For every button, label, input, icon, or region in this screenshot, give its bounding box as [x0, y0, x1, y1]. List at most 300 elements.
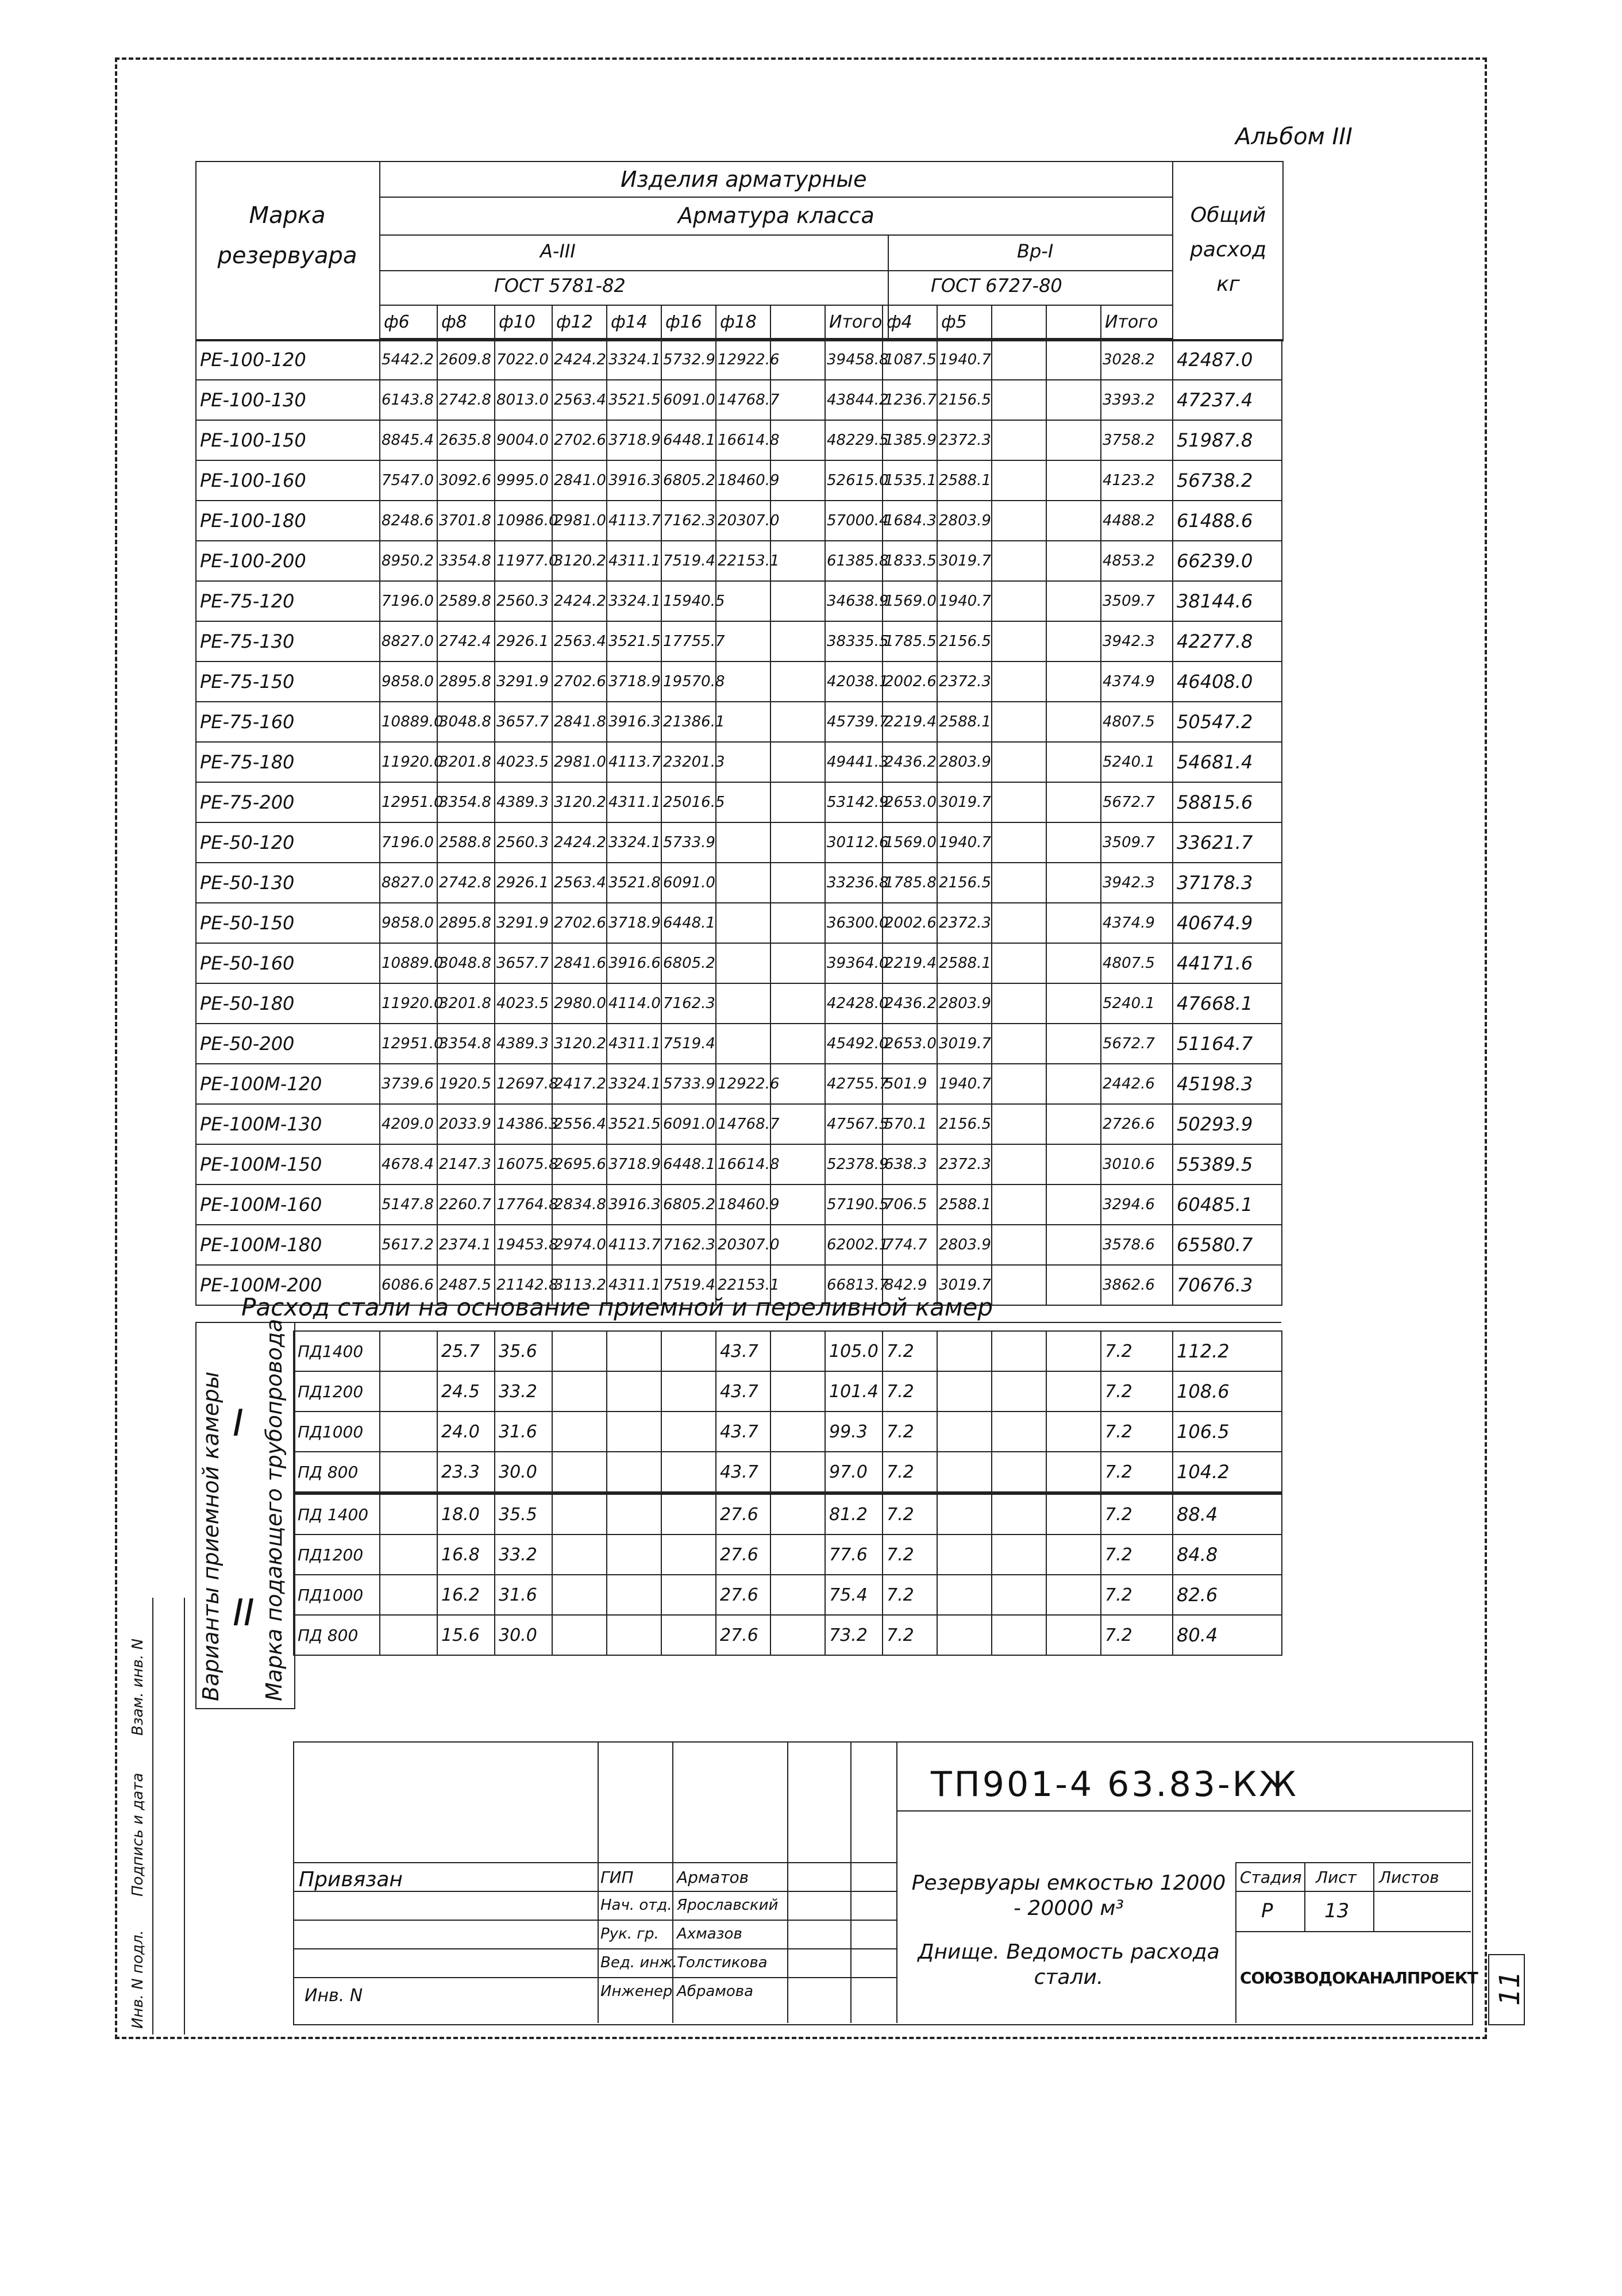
table-row — [196, 782, 1282, 822]
table-cell — [1046, 702, 1101, 742]
table-cell: 38335.5 — [825, 621, 883, 662]
table-cell: 66813.7 — [825, 1265, 883, 1305]
row-pipe-mark: ПД 800 — [294, 1452, 380, 1493]
table-cell: 3509.7 — [1101, 822, 1173, 863]
table-cell: 43.7 — [716, 1371, 770, 1412]
section2-title: Расход стали на основание приемной и переливной камер — [241, 1293, 993, 1321]
table-cell: 1920.5 — [437, 1064, 495, 1104]
name-gip: Арматов — [677, 1868, 749, 1887]
table-cell: 11977.0 — [495, 541, 552, 581]
table-cell — [770, 1412, 825, 1452]
table-cell: 57190.5 — [825, 1184, 883, 1225]
table-cell: 3718.9 — [607, 1144, 661, 1184]
table-cell: 2424.2 — [552, 581, 607, 621]
table-cell — [992, 1265, 1046, 1305]
table-cell: 3048.8 — [437, 943, 495, 983]
table-row — [196, 983, 1282, 1024]
table-cell — [992, 983, 1046, 1024]
table-cell: 2895.8 — [437, 662, 495, 702]
table-cell: 3291.9 — [495, 903, 552, 943]
table-cell: 34638.9 — [825, 581, 883, 621]
table-cell: 97.0 — [825, 1452, 883, 1493]
name-inzh: Абрамова — [677, 1983, 754, 2000]
table-cell: 1833.5 — [883, 541, 937, 581]
table-row — [196, 1064, 1282, 1104]
table-cell — [1046, 903, 1101, 943]
table-cell: 3324.1 — [607, 822, 661, 863]
row-total: 112.2 — [1173, 1331, 1282, 1371]
stamp-col-line — [598, 1741, 599, 2023]
table-cell: 2260.7 — [437, 1184, 495, 1225]
table-cell: 2156.5 — [937, 380, 992, 420]
table-cell: 35.5 — [495, 1493, 552, 1534]
row-pipe-mark: ПД 1400 — [294, 1493, 380, 1534]
table-cell: 3354.8 — [437, 541, 495, 581]
table-cell: 27.6 — [716, 1615, 770, 1655]
table-cell: 2803.9 — [937, 1225, 992, 1265]
table-cell: 2372.3 — [937, 1144, 992, 1184]
table-cell: 3521.5 — [607, 380, 661, 420]
table-cell: 16.2 — [437, 1575, 495, 1615]
table-cell: 2560.3 — [495, 822, 552, 863]
table-cell: 4389.3 — [495, 1024, 552, 1064]
table-cell — [552, 1331, 607, 1371]
row-total: 55389.5 — [1173, 1144, 1282, 1184]
table-cell: 31.6 — [495, 1575, 552, 1615]
table-cell: 2980.0 — [552, 983, 607, 1024]
table-cell — [770, 983, 825, 1024]
table-cell: 1940.7 — [937, 340, 992, 380]
row-total: 46408.0 — [1173, 662, 1282, 702]
table-cell: 4123.2 — [1101, 460, 1173, 501]
privyazan-label: Привязан — [299, 1868, 403, 1891]
row-mark: РЕ-100-160 — [196, 460, 380, 501]
table-cell — [992, 1575, 1046, 1615]
table-cell: 19570.8 — [661, 662, 716, 702]
table-cell: 16614.8 — [716, 420, 770, 460]
stadiya-header: Стадия — [1240, 1868, 1302, 1887]
row-pipe-mark: ПД1400 — [294, 1331, 380, 1371]
table-cell: 2487.5 — [437, 1265, 495, 1305]
stamp-row-line — [293, 1920, 896, 1921]
table-cell: 7.2 — [1101, 1534, 1173, 1575]
row-total: 54681.4 — [1173, 742, 1282, 782]
list-value: 13 — [1324, 1899, 1350, 1922]
row-pipe-mark: ПД1200 — [294, 1534, 380, 1575]
table-cell: 7.2 — [1101, 1493, 1173, 1534]
table-row — [196, 742, 1282, 782]
table-cell — [992, 1412, 1046, 1452]
table-cell — [992, 702, 1046, 742]
table-cell: 6805.2 — [661, 1184, 716, 1225]
table-cell — [716, 983, 770, 1024]
table-cell: 5147.8 — [380, 1184, 437, 1225]
table-cell: 2841.8 — [552, 702, 607, 742]
table-cell: 33236.8 — [825, 863, 883, 903]
table-cell — [1046, 1575, 1101, 1615]
table-row — [196, 380, 1282, 420]
table-cell — [552, 1371, 607, 1412]
table-cell: 3354.8 — [437, 1024, 495, 1064]
table-cell: 22153.1 — [716, 541, 770, 581]
table-cell: 2563.4 — [552, 621, 607, 662]
role-nach: Нач. отд. — [600, 1897, 672, 1914]
row-mark: РЕ-100-180 — [196, 501, 380, 541]
role-inzh: Инженер — [600, 1983, 673, 2000]
table-cell: 30.0 — [495, 1452, 552, 1493]
table-cell — [992, 1024, 1046, 1064]
table-cell: 3048.8 — [437, 702, 495, 742]
marka-label: Марка резервуара — [217, 202, 357, 269]
table-cell: 21386.1 — [661, 702, 716, 742]
table-cell: 7.2 — [883, 1493, 937, 1534]
table-cell: 3758.2 — [1101, 420, 1173, 460]
table-row — [196, 541, 1282, 581]
table-cell: 7547.0 — [380, 460, 437, 501]
table-cell — [770, 943, 825, 983]
stamp-row-line — [293, 1977, 896, 1978]
table-cell — [992, 460, 1046, 501]
table-cell — [1046, 1412, 1101, 1452]
table-cell — [770, 742, 825, 782]
table-cell: 18460.9 — [716, 460, 770, 501]
table-cell: 1940.7 — [937, 1064, 992, 1104]
table-cell: 57000.4 — [825, 501, 883, 541]
table-cell — [1046, 1615, 1101, 1655]
table-cell: 6086.6 — [380, 1265, 437, 1305]
table-cell: 49441.3 — [825, 742, 883, 782]
col-header: ф12 — [552, 305, 607, 339]
table-cell: 1785.8 — [883, 863, 937, 903]
table-cell: 10889.0 — [380, 943, 437, 983]
row-total: 42487.0 — [1173, 340, 1282, 380]
table-cell — [552, 1615, 607, 1655]
row-total: 61488.6 — [1173, 501, 1282, 541]
stamp-info-hline — [1235, 1931, 1471, 1932]
table-cell: 2372.3 — [937, 903, 992, 943]
table-cell — [992, 662, 1046, 702]
table-cell: 43.7 — [716, 1412, 770, 1452]
table-cell: 2372.3 — [937, 420, 992, 460]
col-header: ф6 — [380, 305, 437, 339]
table-cell — [992, 380, 1046, 420]
table-cell — [716, 863, 770, 903]
table-cell: 61385.8 — [825, 541, 883, 581]
table-cell — [1046, 1493, 1101, 1534]
table-cell: 2895.8 — [437, 903, 495, 943]
table-cell: 6143.8 — [380, 380, 437, 420]
table-cell: 33.2 — [495, 1534, 552, 1575]
row-total: 51164.7 — [1173, 1024, 1282, 1064]
row-total: 70676.3 — [1173, 1265, 1282, 1305]
row-total: 37178.3 — [1173, 863, 1282, 903]
table-cell: 2702.6 — [552, 662, 607, 702]
table-cell: 6091.0 — [661, 380, 716, 420]
table-cell — [937, 1615, 992, 1655]
list-header: Лист — [1316, 1868, 1357, 1887]
table-row — [294, 1575, 1282, 1615]
table-cell: 2002.6 — [883, 903, 937, 943]
row-total: 47237.4 — [1173, 380, 1282, 420]
row-mark: РЕ-100М-120 — [196, 1064, 380, 1104]
table-cell: 7022.0 — [495, 340, 552, 380]
stamp-info-line — [1235, 1862, 1236, 2023]
table-cell — [992, 943, 1046, 983]
table-cell — [1046, 460, 1101, 501]
table-cell — [380, 1575, 437, 1615]
table-cell — [661, 1452, 716, 1493]
table-cell — [1046, 1024, 1101, 1064]
table-cell: 2702.6 — [552, 903, 607, 943]
table-cell: 1785.5 — [883, 621, 937, 662]
table-cell — [992, 1615, 1046, 1655]
row-total: 50293.9 — [1173, 1104, 1282, 1144]
row-mark: РЕ-75-160 — [196, 702, 380, 742]
stamp-col-line — [850, 1741, 852, 2023]
table-cell: 9858.0 — [380, 903, 437, 943]
row-total: 106.5 — [1173, 1412, 1282, 1452]
table-cell: 48229.5 — [825, 420, 883, 460]
table-row — [294, 1452, 1282, 1493]
table-cell — [770, 1493, 825, 1534]
table-cell: 2374.1 — [437, 1225, 495, 1265]
table-cell: 2424.2 — [552, 340, 607, 380]
row-total: 50547.2 — [1173, 702, 1282, 742]
table-cell: 2002.6 — [883, 662, 937, 702]
table-cell: 12922.6 — [716, 1064, 770, 1104]
table-cell — [607, 1452, 661, 1493]
table-cell — [770, 822, 825, 863]
table-cell: 2372.3 — [937, 662, 992, 702]
table-cell: 2981.0 — [552, 501, 607, 541]
table-cell: 75.4 — [825, 1575, 883, 1615]
table-cell: 4374.9 — [1101, 903, 1173, 943]
table-row — [196, 1225, 1282, 1265]
table-cell: 3354.8 — [437, 782, 495, 822]
table-cell — [770, 782, 825, 822]
table-row — [196, 1104, 1282, 1144]
table-cell — [552, 1534, 607, 1575]
table-cell: 774.7 — [883, 1225, 937, 1265]
table-cell: 2556.4 — [552, 1104, 607, 1144]
table-cell: 81.2 — [825, 1493, 883, 1534]
table-cell: 2560.3 — [495, 581, 552, 621]
table-cell: 42428.0 — [825, 983, 883, 1024]
table-cell — [937, 1331, 992, 1371]
table-row — [196, 501, 1282, 541]
col-header: ф10 — [495, 305, 552, 339]
table-cell: 2588.1 — [937, 702, 992, 742]
table-cell — [380, 1534, 437, 1575]
table-cell: 3521.5 — [607, 1104, 661, 1144]
table-row — [196, 460, 1282, 501]
row-total: 65580.7 — [1173, 1225, 1282, 1265]
table-cell — [992, 581, 1046, 621]
table-cell: 12697.8 — [495, 1064, 552, 1104]
table-cell: 16614.8 — [716, 1144, 770, 1184]
table-cell — [992, 1104, 1046, 1144]
table-cell: 3393.2 — [1101, 380, 1173, 420]
table-cell: 706.5 — [883, 1184, 937, 1225]
steel-consumption-table — [195, 339, 1282, 1306]
col-header: ф14 — [607, 305, 661, 339]
col-header — [1046, 305, 1101, 339]
table-cell: 570.1 — [883, 1104, 937, 1144]
inv-podl-label: Инв. N подл. — [129, 1930, 147, 2029]
table-cell: 7.2 — [1101, 1331, 1173, 1371]
row-total: 60485.1 — [1173, 1184, 1282, 1225]
table-cell: 4374.9 — [1101, 662, 1173, 702]
table-cell — [992, 742, 1046, 782]
table-cell: 4678.4 — [380, 1144, 437, 1184]
table-cell: 17755.7 — [661, 621, 716, 662]
table-row — [196, 943, 1282, 983]
row-mark: РЕ-100М-160 — [196, 1184, 380, 1225]
table-cell: 4311.1 — [607, 1024, 661, 1064]
organization: СОЮЗВОДОКАНАЛПРОЕКТ — [1240, 1968, 1478, 1987]
table-cell: 27.6 — [716, 1575, 770, 1615]
table-row — [196, 621, 1282, 662]
table-cell: 842.9 — [883, 1265, 937, 1305]
row-mark: РЕ-50-130 — [196, 863, 380, 903]
table-cell: 20307.0 — [716, 1225, 770, 1265]
table-cell: 105.0 — [825, 1331, 883, 1371]
table-cell: 5733.9 — [661, 1064, 716, 1104]
table-cell: 4209.0 — [380, 1104, 437, 1144]
table-cell — [992, 1184, 1046, 1225]
table-cell: 9004.0 — [495, 420, 552, 460]
table-cell — [992, 1452, 1046, 1493]
table-cell: 4113.7 — [607, 742, 661, 782]
table-row — [294, 1412, 1282, 1452]
table-cell: 501.9 — [883, 1064, 937, 1104]
table-cell: 2436.2 — [883, 742, 937, 782]
table-cell — [1046, 541, 1101, 581]
table-cell: 53142.9 — [825, 782, 883, 822]
table-cell: 19453.8 — [495, 1225, 552, 1265]
col-header: ф16 — [661, 305, 716, 339]
table-cell: 3739.6 — [380, 1064, 437, 1104]
table-cell: 39364.0 — [825, 943, 883, 983]
table-row — [196, 1024, 1282, 1064]
table-cell: 4853.2 — [1101, 541, 1173, 581]
table-cell — [770, 1024, 825, 1064]
table-cell: 7.2 — [883, 1331, 937, 1371]
table-cell — [770, 1331, 825, 1371]
row-mark: РЕ-75-180 — [196, 742, 380, 782]
header-line-1 — [379, 197, 1172, 198]
table-cell: 3916.3 — [607, 702, 661, 742]
margin-number: 11 — [1494, 1970, 1526, 2006]
class-a3-label: А-III — [540, 240, 576, 262]
table-cell: 7162.3 — [661, 983, 716, 1024]
table-cell: 10986.0 — [495, 501, 552, 541]
table-cell — [992, 1371, 1046, 1412]
table-cell — [380, 1493, 437, 1534]
table-cell — [607, 1331, 661, 1371]
table-cell: 3718.9 — [607, 662, 661, 702]
role-ruk: Рук. гр. — [600, 1925, 659, 1943]
table-row — [196, 1184, 1282, 1225]
table-cell — [770, 1452, 825, 1493]
table-cell: 2588.1 — [937, 943, 992, 983]
table-cell: 2609.8 — [437, 340, 495, 380]
table-cell: 30112.6 — [825, 822, 883, 863]
table-cell — [937, 1412, 992, 1452]
table-cell: 2726.6 — [1101, 1104, 1173, 1144]
table-cell: 42755.7 — [825, 1064, 883, 1104]
table-cell: 42038.1 — [825, 662, 883, 702]
table-cell: 3916.3 — [607, 1184, 661, 1225]
table-cell: 14768.7 — [716, 1104, 770, 1144]
table-cell — [1046, 1534, 1101, 1575]
table-cell: 2742.8 — [437, 863, 495, 903]
table-cell: 2841.6 — [552, 943, 607, 983]
row-mark: РЕ-100-130 — [196, 380, 380, 420]
table-cell: 16075.8 — [495, 1144, 552, 1184]
table-cell: 1684.3 — [883, 501, 937, 541]
table-cell — [1046, 501, 1101, 541]
table-cell: 2219.4 — [883, 702, 937, 742]
table-cell: 3019.7 — [937, 541, 992, 581]
table-cell: 3657.7 — [495, 702, 552, 742]
table-cell: 9995.0 — [495, 460, 552, 501]
pipe-label: Марка подающего трубопровода — [261, 1318, 287, 1701]
table-cell: 3120.2 — [552, 782, 607, 822]
table-cell: 25.7 — [437, 1331, 495, 1371]
table-cell — [607, 1534, 661, 1575]
table-cell — [770, 621, 825, 662]
table-cell — [1046, 1371, 1101, 1412]
table-cell: 3092.6 — [437, 460, 495, 501]
table-cell: 7.2 — [883, 1575, 937, 1615]
table-cell: 6448.1 — [661, 1144, 716, 1184]
table-cell: 3521.8 — [607, 863, 661, 903]
table-row — [196, 581, 1282, 621]
role-ved: Вед. инж. — [600, 1954, 677, 1971]
table-cell — [380, 1331, 437, 1371]
table-cell: 3113.2 — [552, 1265, 607, 1305]
variants-label: Варианты приемной камеры — [198, 1371, 224, 1701]
table-cell: 3201.8 — [437, 983, 495, 1024]
chambers-table — [293, 1330, 1282, 1656]
stamp-row-line — [293, 1948, 896, 1949]
table-cell: 4807.5 — [1101, 702, 1173, 742]
table-cell — [770, 581, 825, 621]
stamp-info-hline — [1235, 1862, 1471, 1863]
table-cell: 4113.7 — [607, 501, 661, 541]
table-cell — [661, 1615, 716, 1655]
table-cell — [607, 1493, 661, 1534]
stamp-title1: Резервуары емкостью 12000 - 20000 м³ — [911, 1871, 1226, 1920]
table-cell — [380, 1371, 437, 1412]
table-cell: 3862.6 — [1101, 1265, 1173, 1305]
row-mark: РЕ-100-120 — [196, 340, 380, 380]
table-cell: 2147.3 — [437, 1144, 495, 1184]
stamp-info-line — [1373, 1862, 1374, 1931]
table-cell: 3942.3 — [1101, 621, 1173, 662]
row-mark: РЕ-50-150 — [196, 903, 380, 943]
table-cell: 6448.1 — [661, 420, 716, 460]
table-row — [196, 420, 1282, 460]
table-cell — [607, 1371, 661, 1412]
table-row — [294, 1493, 1282, 1534]
table-cell: 5672.7 — [1101, 782, 1173, 822]
table-cell — [1046, 1104, 1101, 1144]
row-total: 56738.2 — [1173, 460, 1282, 501]
table-cell: 3916.3 — [607, 460, 661, 501]
table-row — [294, 1371, 1282, 1412]
